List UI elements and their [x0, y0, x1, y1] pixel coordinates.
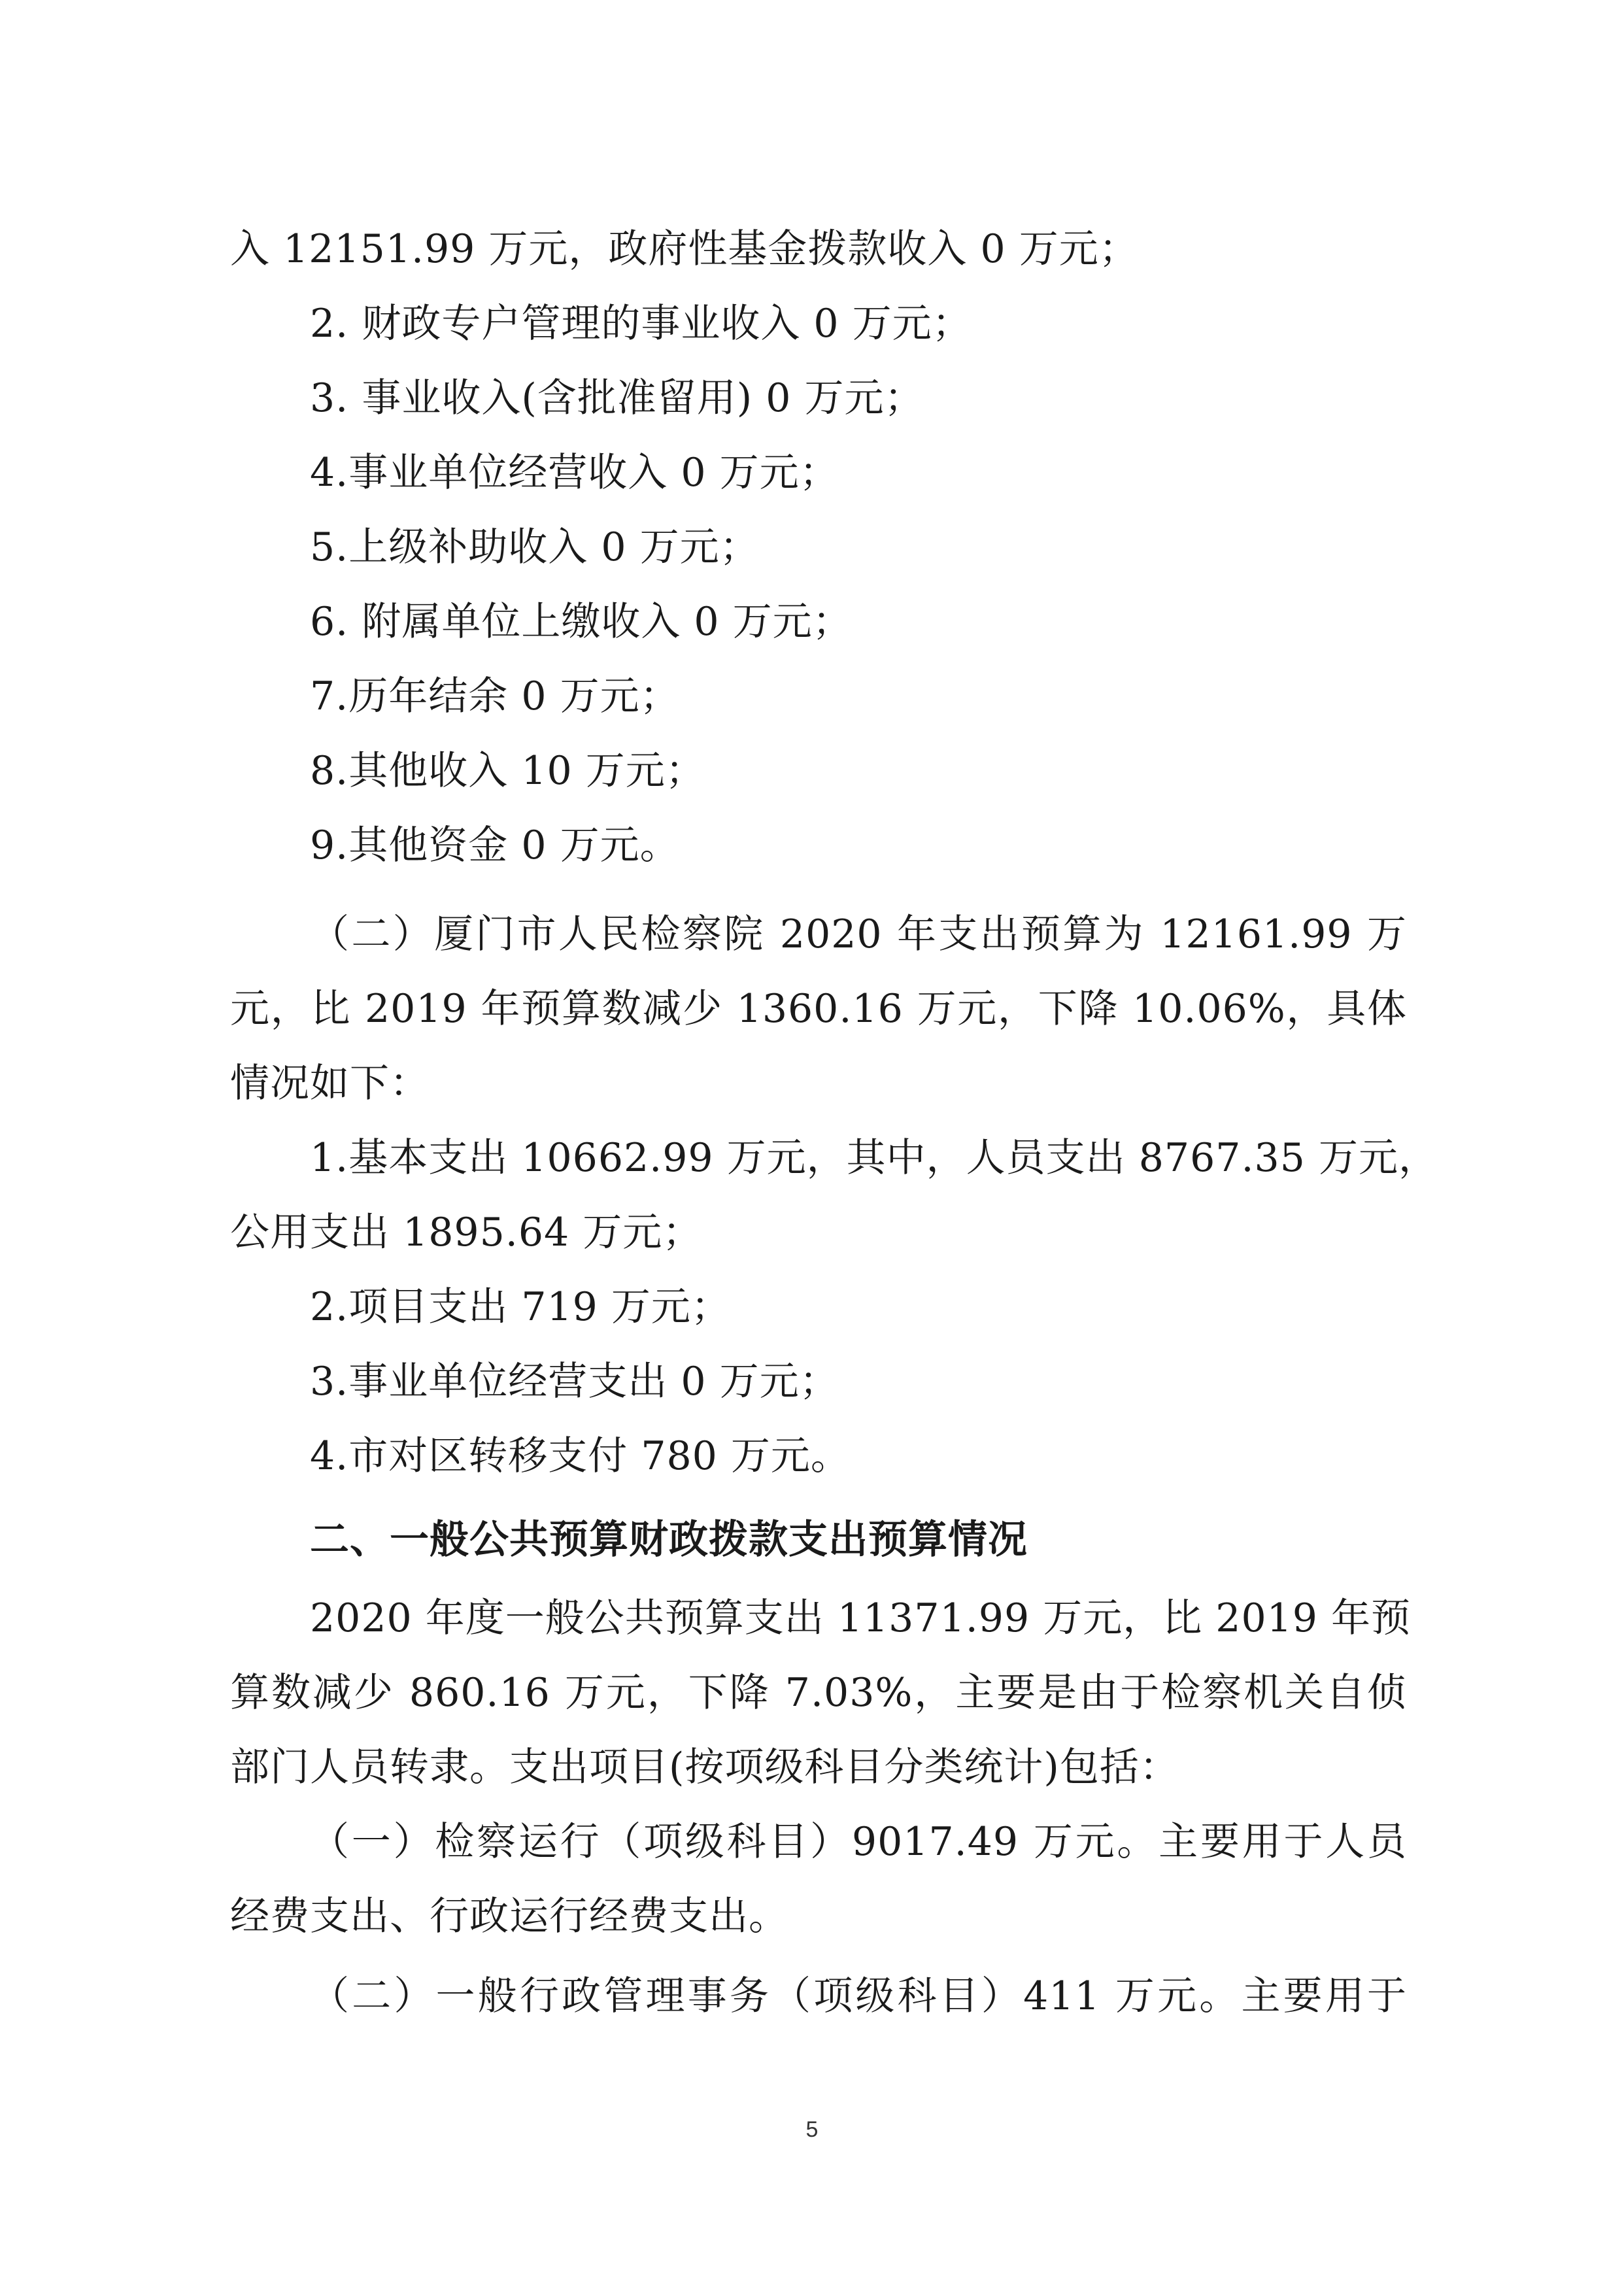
list-item: 1.基本支出 10662.99 万元，其中，人员支出 8767.35 万元，	[310, 1135, 1438, 1181]
paragraph-line: 元，比 2019 年预算数减少 1360.16 万元，下降 10.06%，具体	[230, 986, 1407, 1032]
list-item: 7.历年结余 0 万元；	[310, 673, 680, 719]
list-item: 6. 附属单位上缴收入 0 万元；	[310, 599, 853, 645]
paragraph-line: 算数减少 860.16 万元，下降 7.03%，主要是由于检察机关自侦	[230, 1670, 1407, 1716]
paragraph-line: （二）一般行政管理事务（项级科目）411 万元。主要用于	[310, 1973, 1407, 2019]
text-line: 入 12151.99 万元，政府性基金拨款收入 0 万元；	[230, 226, 1139, 272]
list-item: 2. 财政专户管理的事业收入 0 万元；	[310, 301, 972, 347]
list-item: 4.市对区转移支付 780 万元。	[310, 1433, 851, 1479]
list-item: 2.项目支出 719 万元；	[310, 1284, 731, 1330]
paragraph-line: （一）检察运行（项级科目）9017.49 万元。主要用于人员	[310, 1819, 1407, 1865]
list-item: 3.事业单位经营支出 0 万元；	[310, 1359, 839, 1404]
paragraph-line: （二）厦门市人民检察院 2020 年支出预算为 12161.99 万	[310, 911, 1407, 957]
list-item: 9.其他资金 0 万元。	[310, 823, 680, 868]
list-item: 4.事业单位经营收入 0 万元；	[310, 450, 839, 496]
paragraph-line: 经费支出、行政运行经费支出。	[230, 1894, 788, 1939]
list-item: 8.其他收入 10 万元；	[310, 748, 705, 794]
list-item: 5.上级补助收入 0 万元；	[310, 524, 760, 570]
paragraph-line: 2020 年度一般公共预算支出 11371.99 万元，比 2019 年预	[310, 1595, 1412, 1641]
paragraph-line: 部门人员转隶。支出项目(按项级科目分类统计)包括：	[230, 1744, 1179, 1790]
page-number: 5	[805, 2117, 819, 2142]
section-heading: 二、一般公共预算财政拨款支出预算情况	[310, 1517, 1028, 1563]
list-item: 3. 事业收入(含批准留用) 0 万元；	[310, 375, 924, 421]
list-item: 公用支出 1895.64 万元；	[230, 1210, 703, 1255]
paragraph-line: 情况如下：	[230, 1061, 430, 1106]
